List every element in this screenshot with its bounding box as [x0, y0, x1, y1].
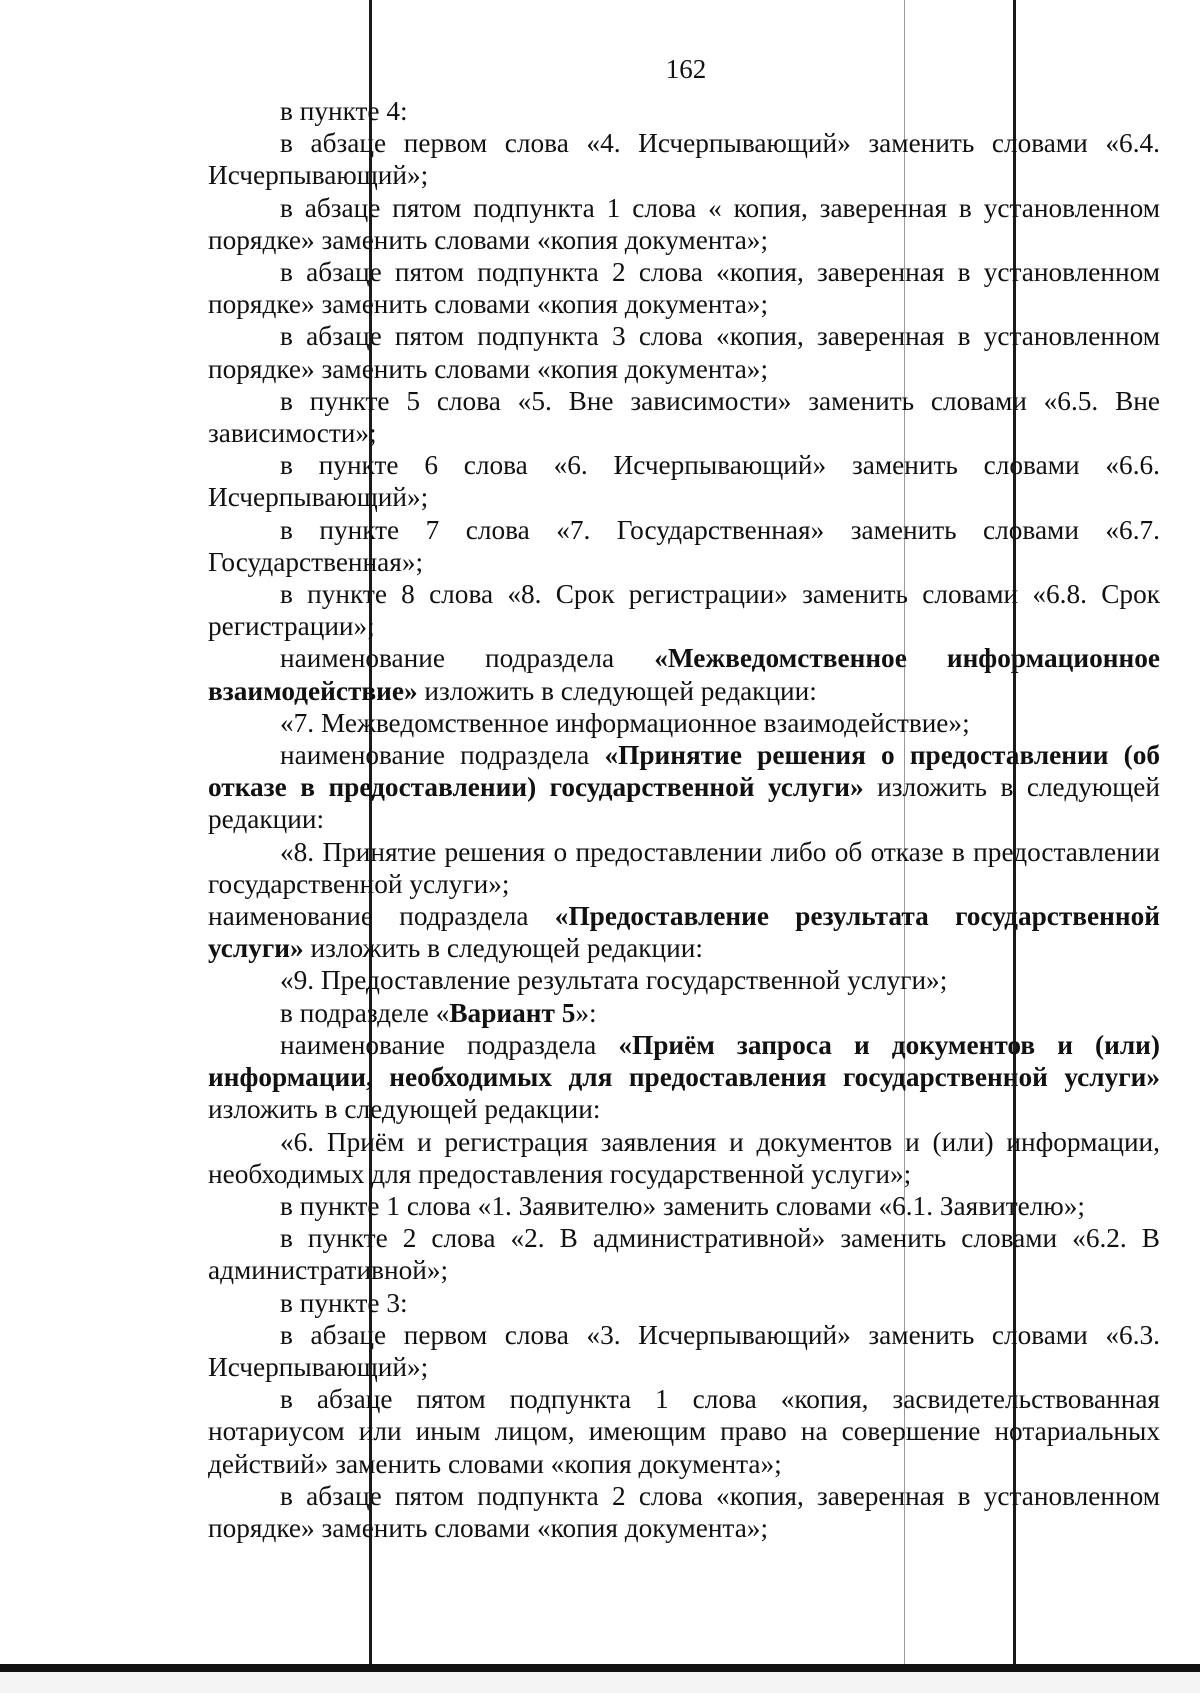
text-run: «8. Принятие решения о предоставлении либо об отказе в предоставлении государственной услуги»;	[208, 836, 1160, 899]
text-run: в пункте 1 слова «1. Заявителю» заменить словами «6.1. Заявителю»;	[280, 1190, 1085, 1221]
text-run: наименование подраздела	[280, 1029, 619, 1060]
text-run: изложить в следующей редакции:	[303, 933, 703, 964]
paragraph	[208, 1480, 1160, 1544]
paragraph	[208, 1126, 1160, 1190]
text-run: в пункте 4:	[280, 96, 408, 126]
bold-text-run: «Предоставление результата государственной услуги»	[208, 901, 1160, 964]
paragraph	[208, 449, 1160, 513]
text-run: в пункте 5 слова «5. Вне зависимости» заменить словами «6.5. Вне зависимости»;	[208, 385, 1160, 449]
bold-text-run: «Межведомственное информационное взаимодействие»	[208, 643, 1160, 706]
text-run: «9. Предоставление результата государственной услуги»;	[280, 965, 948, 996]
text-run: в абзаце пятом подпункта 2 слова «копия, заверенная в установленном порядке» заменить словами «копия документа»;	[208, 257, 1160, 320]
page-number: 162	[665, 54, 707, 84]
bold-text-run: «Приём запроса и документов и (или) информации, необходимых для предоставления государственной услуги»	[208, 1029, 1160, 1093]
paragraph	[208, 1190, 1160, 1222]
text-run: в пункте 7 слова «7. Государственная» заменить словами «6.7. Государственная»;	[208, 514, 1160, 577]
paragraph	[208, 1287, 1160, 1319]
text-run: «7. Межведомственное информационное взаимодействие»;	[280, 707, 970, 738]
paragraph	[208, 707, 1160, 739]
text-run: в абзаце пятом подпункта 1 слова «копия, засвидетельствованная нотариусом или иным лицом, имеющим право на совершение нотариальных действий» заменить словами «копия документа»;	[208, 1384, 1160, 1479]
paragraph	[208, 320, 1160, 384]
bold-text-run: Вариант 5	[449, 997, 576, 1028]
text-run: «6. Приём и регистрация заявления и документов и (или) информации, необходимых для предоставления государственной услуги»;	[208, 1126, 1160, 1189]
paragraph	[208, 95, 1160, 127]
paragraph	[208, 385, 1160, 449]
text-run: изложить в следующей редакции:	[417, 675, 817, 706]
text-run: »:	[575, 997, 597, 1028]
paragraph	[208, 997, 1160, 1029]
scan-bottom-margin	[0, 1672, 1200, 1693]
text-run: наименование подраздела	[208, 901, 555, 932]
bold-text-run: «Принятие решения о предоставлении (об отказе в предоставлении) государственной услуги»	[208, 740, 1160, 803]
text-run: в абзаце пятом подпункта 3 слова «копия, заверенная в установленном порядке» заменить словами «копия документа»;	[208, 321, 1160, 384]
text-run: наименование подраздела	[280, 643, 655, 674]
paragraph	[208, 1029, 1160, 1126]
text-run: в абзаце пятом подпункта 1 слова « копия, заверенная в установленном порядке» заменить словами «копия документа»;	[208, 192, 1160, 255]
paragraph	[208, 578, 1160, 642]
paragraph	[208, 964, 1160, 996]
text-run: наименование подраздела	[280, 740, 605, 771]
text-run: в абзаце первом слова «3. Исчерпывающий» заменить словами «6.3. Исчерпывающий»;	[208, 1319, 1160, 1382]
paragraph	[208, 192, 1160, 256]
document-body	[208, 95, 1160, 1544]
scan-bottom-border	[0, 1664, 1200, 1672]
paragraph	[208, 127, 1160, 191]
text-run: в абзаце пятом подпункта 2 слова «копия, заверенная в установленном порядке» заменить словами «копия документа»;	[208, 1480, 1160, 1543]
text-run: в пункте 6 слова «6. Исчерпывающий» заменить словами «6.6. Исчерпывающий»;	[208, 450, 1160, 513]
paragraph	[208, 739, 1160, 836]
paragraph	[208, 836, 1160, 900]
text-run: изложить в следующей редакции:	[208, 772, 1160, 835]
text-run: в подразделе «	[280, 997, 450, 1028]
paragraph	[208, 642, 1160, 706]
text-run: в пункте 2 слова «2. В административной» заменить словами «6.2. В административной»;	[208, 1223, 1160, 1286]
paragraph	[208, 514, 1160, 578]
text-run: в абзаце первом слова «4. Исчерпывающий» заменить словами «6.4. Исчерпывающий»;	[208, 128, 1160, 191]
paragraph	[208, 1319, 1160, 1383]
paragraph	[208, 1222, 1160, 1286]
text-run: в пункте 8 слова «8. Срок регистрации» заменить словами «6.8. Срок регистрации»;	[208, 579, 1160, 642]
paragraph	[208, 900, 1160, 964]
paragraph	[208, 1383, 1160, 1480]
text-run: в пункте 3:	[280, 1287, 408, 1318]
paragraph	[208, 256, 1160, 320]
text-run: изложить в следующей редакции:	[208, 1094, 601, 1125]
